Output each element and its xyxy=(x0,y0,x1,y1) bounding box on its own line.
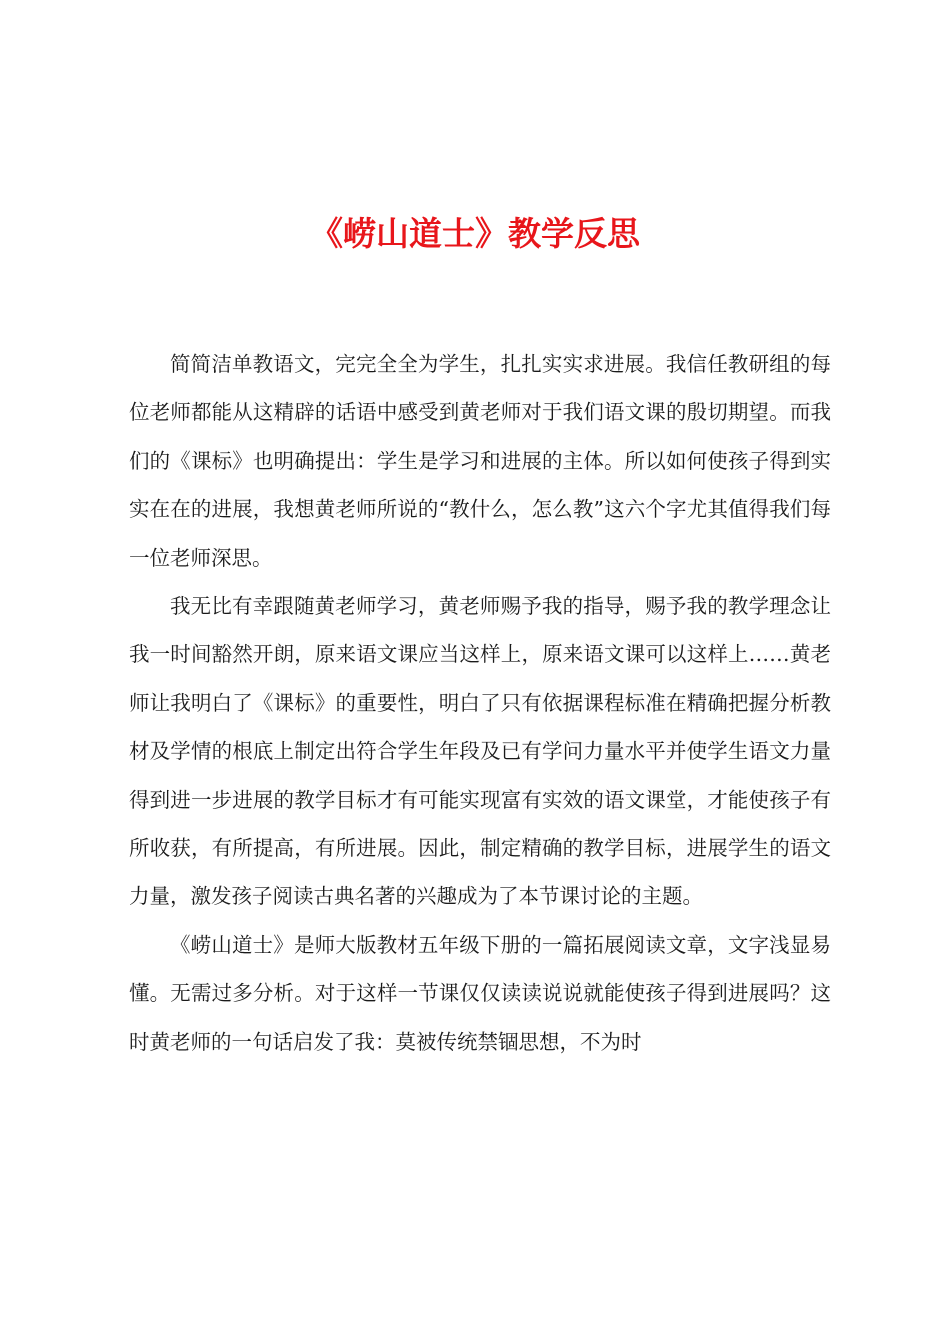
paragraph: 我无比有幸跟随黄老师学习，黄老师赐予我的指导，赐予我的教学理念让我一时间豁然开朗，原来语文课应当这样上，原来语文课可以这样上……黄老师让我明白了《课标》的重要性，明白了只有依据课程标准在精确把握分析教材及学情的根底上制定出符合学生年段及已有学问力量水平并使学生语文力量得到进一步进展的教学目标才有可能实现富有实效的语文课堂，才能使孩子有所收获，有所提高，有所进展。因此，制定精确的教学目标，进展学生的语文力量，激发孩子阅读古典名著的兴趣成为了本节课讨论的主题。 xyxy=(129,594,831,909)
paragraph: 简简洁单教语文，完完全全为学生，扎扎实实求进展。我信任教研组的每位老师都能从这精辟的话语中感受到黄老师对于我们语文课的殷切期望。而我们的《课标》也明确提出：学生是学习和进展的主体。所以如何使孩子得到实实在在的进展，我想黄老师所说的“教什么，怎么教”这六个字尤其值得我们每一位老师深思。 xyxy=(129,352,831,570)
paragraph: 《崂山道士》是师大版教材五年级下册的一篇拓展阅读文章，文字浅显易懂。无需过多分析。对于这样一节课仅仅读读说说就能使孩子得到进展吗？这时黄老师的一句话启发了我：莫被传统禁锢思想，不为时 xyxy=(129,932,831,1054)
document-body xyxy=(129,340,831,1066)
document-title: 《崂山道士》教学反思 xyxy=(310,214,640,253)
